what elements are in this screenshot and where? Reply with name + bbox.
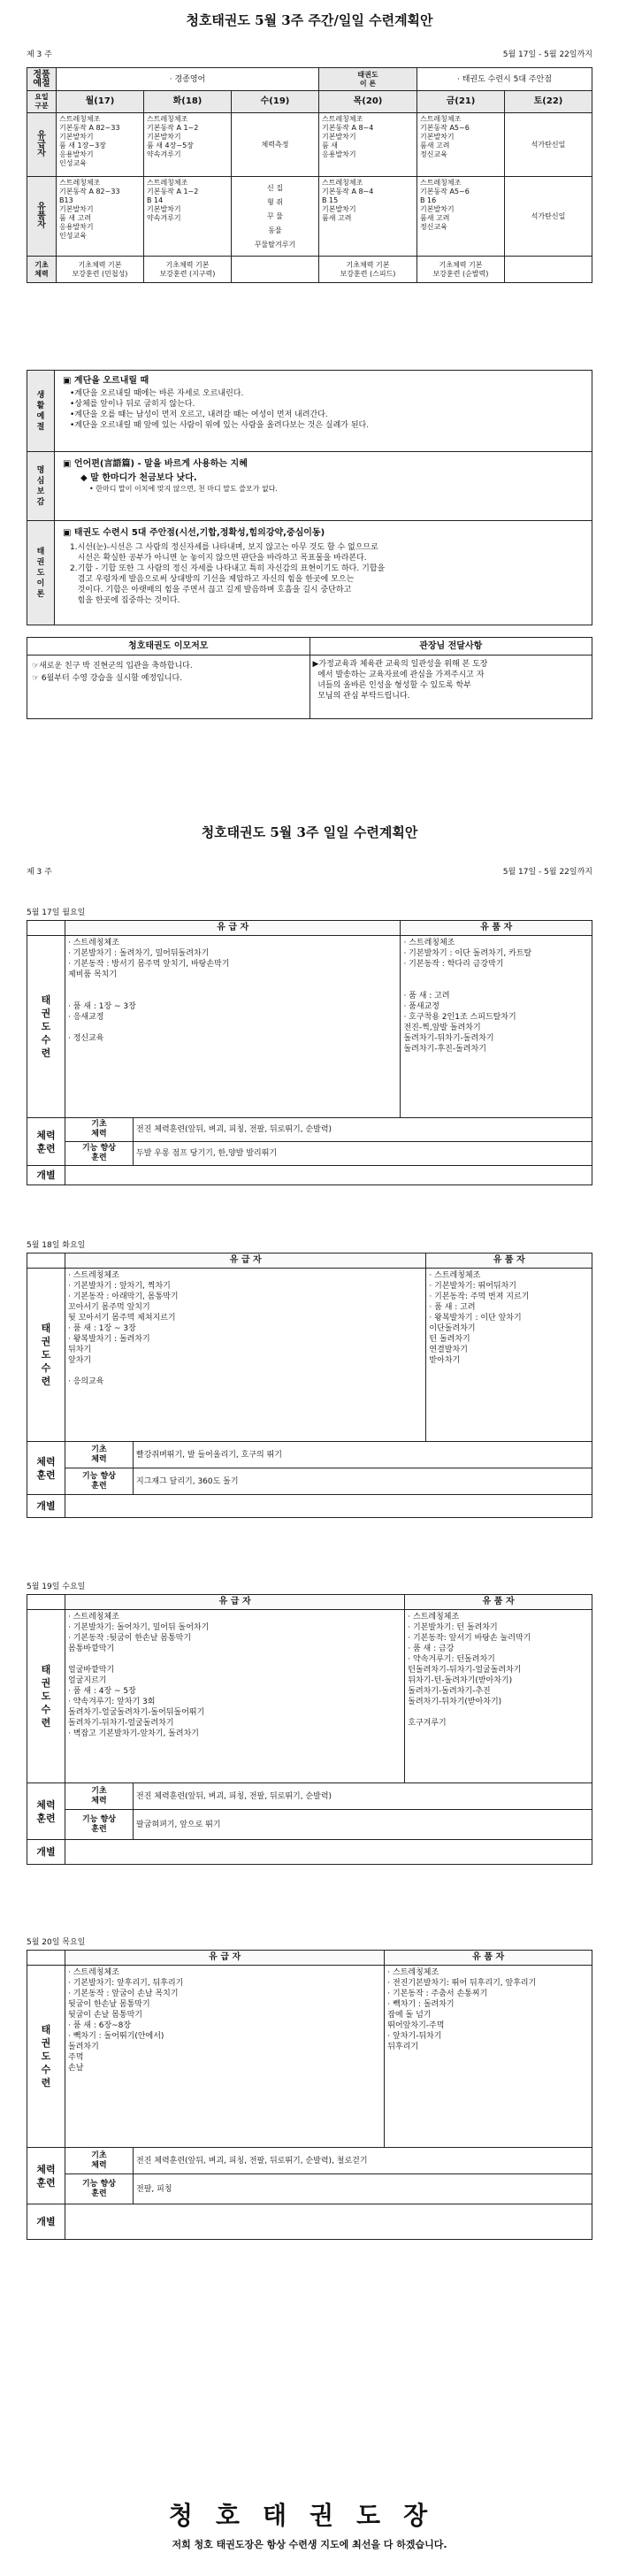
week-label-2: 제 3 주 <box>27 868 52 877</box>
proverbs-line: ◆ 말 한마디가 천금보다 낫다. <box>80 473 197 483</box>
basic-fitness-value: 전진 체력훈련(앞뒤, 벼괴, 피칭, 전팔, 뒤로뛰기, 순발력) <box>134 1783 592 1810</box>
cell-grade-thu: 스트레칭체조 기본동작 A 8~4 기본발차기 품 새 응용발차기 <box>319 113 417 177</box>
etiquette-line: •계단을 오를 때는 남성이 먼저 오르고, 내려갈 때는 여성이 먼저 내려간다. <box>70 410 328 419</box>
cell-dan-thu: 스트레칭체조 기본동작 A 8~4 B 15 기본발차기 품새 고려 <box>319 177 417 257</box>
cell-fit-sat <box>505 257 592 283</box>
skill-training-label: 기능 향상 훈련 <box>65 2174 134 2204</box>
weekly-plan-table <box>27 67 592 283</box>
cell-dan-sat: 석가탄신일 <box>505 177 592 257</box>
notice-right-line: 녀들의 올바른 인성을 형성할 수 있도록 학부 <box>312 681 471 690</box>
academy-name: 청호태권도장 <box>168 2501 451 2530</box>
week-label: 제 3 주 <box>27 50 52 59</box>
day-sat: 토(22) <box>505 91 592 113</box>
skill-training-value: 지그재그 달리기, 360도 돌기 <box>134 1468 592 1495</box>
etiquette-line: •계단을 오르내릴 때에는 바른 자세로 오르내린다. <box>70 389 244 398</box>
day-fri: 금(21) <box>417 91 505 113</box>
dan-plan: · 스트레칭체조 · 기본발차기: 뛰어뒤차기 · 기본동작: 주먹 번져 지르기 · 품 새 : 고려 · 왕복발차기 : 이단 앞차기 이단돌려차기 턴 돌려차기 연결발차기 받아차기 <box>426 1269 592 1442</box>
notice-right-line: 에서 발송하는 교육자료에 관심을 가져주시고 자 <box>312 671 485 679</box>
dan-plan: · 스트레칭체조 · 전진기본발차기: 뛰어 뒤후리기, 앞후리기 · 기본동작 : 주춤서 손통찌기 · 빽차기 : 돌려차기 잡에 돌 넘기 뛰어앞차기-주먹 · 앞차기-뒤차기 뒤후리기 <box>385 1966 592 2148</box>
individual-label: 개별 <box>27 1495 65 1518</box>
fitness-label: 체력 훈련 <box>27 2148 65 2204</box>
grade-plan: · 스트레칭체조 · 기본발차기 : 앞차기, 찍차기 · 기본동작 : 아래막기, 몸통막기 꼬아서기 몸주먹 앞치기 뒷 꼬아서기 몸주먹 제쳐지르기 · 품 새 : 1장 ~ 3장 · 왕복발차기 : 돌려차기 뒤차기 앞차기 · 응의교육 <box>65 1269 426 1442</box>
cell-grade-mon: 스트레칭체조 기본동작 A 82~33 기본발차기 품 새 1장~3장 응용발차기 인성교육 <box>57 113 144 177</box>
weekly-plan-title: 청호태권도 5월 3주 주간/일일 수련계획안 <box>186 12 433 28</box>
skill-training-label: 기능 향상 훈련 <box>65 1468 134 1495</box>
day-plan-table <box>27 1594 592 1865</box>
cell-fit-tue: 기초체력 기본 보강훈련 (지구력) <box>144 257 232 283</box>
col-header-grade: 유 급 자 <box>65 921 401 936</box>
cell-dan-wed: 신 집 형 쥐 꾸 물 동물 꾸물탈겨루기 <box>232 177 319 257</box>
date-range: 5월 17일 - 5월 22일까지 <box>502 50 592 59</box>
day-date: 5월 20일 목요일 <box>27 1938 86 1947</box>
manner-label: 정품 예절 <box>27 68 57 91</box>
cell-dan-fri: 스트레칭체조 기본동작 A5~6 B 16 기본발차기 품새 고려 정신교육 <box>417 177 505 257</box>
grade-plan: · 스트레칭체조 · 기본발차기 : 돌려차기, 밀어뒤돌려차기 · 기본동작 : 방서기 몸주먹 앞치기, 바탕손막기 제비품 목치기 · 품 새 : 1장 ~ 3장 · 응새교정 · 정신교육 <box>65 936 401 1118</box>
grade-plan: · 스트레칭체조 · 기본발차기: 돌어차기, 밀어뒤 돌어차기 · 기본동작 :뒷굽이 한손날 몸통막기 몸통바깥막기 얼굴바깥막기 얼굴지르기 · 품 새 : 4장 ~ 5장 · 약속겨루기: 앞차기 3회 돌려차기-얼굴돌려차기-돌어뒤돌어뛰기 돌려차기-뒤차기-얼굴돌려차기 · 벽잡고 기본발차기-앞차기, 돌려차기 <box>65 1610 405 1783</box>
etiquette-line: •상체를 앞이나 뒤로 굽히지 않는다. <box>70 400 195 409</box>
col-header-dan: 유 품 자 <box>405 1595 592 1610</box>
section-label-theory: 태 권 도 이 론 <box>27 521 55 625</box>
cell-grade-fri: 스트레칭체조 기본동작 A5~6 기본발차기 품새 고려 정신교육 <box>417 113 505 177</box>
notice-left-line: ☞새로운 친구 박 진현군의 입관을 축하합니다. <box>32 662 193 671</box>
notice-right-line: ▶가정교육과 체육관 교육의 일관성을 위해 본 도장 <box>312 660 488 669</box>
notice-table <box>27 637 592 719</box>
cell-grade-tue: 스트레칭체조 기본동작 A 1~2 기본발차기 품 새 4장~5장 약속겨루기 <box>144 113 232 177</box>
skill-training-label: 기능 향상 훈련 <box>65 1810 134 1840</box>
individual-label: 개별 <box>27 2204 65 2240</box>
col-header-dan: 유 품 자 <box>385 1951 592 1966</box>
basic-fitness-label: 기초 체력 <box>65 1118 134 1142</box>
day-tue: 화(18) <box>144 91 232 113</box>
day-date: 5월 18일 화요일 <box>27 1241 86 1250</box>
main-training-label: 태 권 도 수 련 <box>27 1269 65 1442</box>
day-date: 5월 19일 수요일 <box>27 1583 86 1591</box>
row-label-dan: 유 품 자 <box>27 177 57 257</box>
col-header-grade: 유 급 자 <box>65 1254 426 1269</box>
etiquette-line: •계단을 오르내릴 때 앞에 있는 사람이 위에 있는 사람을 올려다보는 것은 실례가 된다. <box>70 421 370 430</box>
proverbs-line: • 한마디 말이 이치에 맞지 않으면, 천 마디 말도 쓸모가 없다. <box>89 485 278 493</box>
day-date: 5월 17일 월요일 <box>27 908 86 917</box>
dan-plan: · 스트레칭체조 · 기본발차기: 턴 돌려차기 · 기본동작: 앞서기 바탕손 눌러막기 · 품 새 : 금강 · 약속겨루기: 턴돌려차기 턴돌려차기-뒤차기-얼굴돌려차기 뒤차기-턴-돌려차기(받아차기) 돌려차기-돌려차기-추진 돌려차기-뒤차기(받아차기) 호구겨루기 <box>405 1610 592 1783</box>
daily-plan-title: 청호태권도 5월 3주 일일 수련계획안 <box>201 824 418 840</box>
section-label-etiquette: 생 활 예 절 <box>27 371 55 452</box>
section-label-proverbs: 명 심 보 감 <box>27 452 55 521</box>
cell-fit-thu: 기초체력 기본 보강훈련 (스피드) <box>319 257 417 283</box>
col-header-dan: 유 품 자 <box>426 1254 592 1269</box>
cell-fit-wed <box>232 257 319 283</box>
notice-left-line: ☞ 6월부터 수영 강습을 실시할 예정입니다. <box>32 674 183 683</box>
etiquette-heading: ▣ 계단을 오르내릴 때 <box>63 376 149 386</box>
col-header-grade: 유 급 자 <box>65 1595 405 1610</box>
date-range-2: 5월 17일 - 5월 22일까지 <box>502 868 592 877</box>
notice-right-line: 모님의 관심 부탁드립니다. <box>312 692 410 701</box>
notice-left-title: 청호태권도 이모저모 <box>27 638 310 656</box>
main-training-label: 태 권 도 수 련 <box>27 936 65 1118</box>
education-sections <box>27 370 592 625</box>
individual-label: 개별 <box>27 1840 65 1865</box>
cell-dan-tue: 스트레칭체조 기본동작 A 1~2 B 14 기본발차기 약속겨루기 <box>144 177 232 257</box>
cell-grade-wed: 체력측정 <box>232 113 319 177</box>
fitness-label: 체력 훈련 <box>27 1783 65 1840</box>
day-thu: 목(20) <box>319 91 417 113</box>
theory-heading: ▣ 태권도 수련시 5대 주안점(시선,기합,정확성,힘의강약,중심이동) <box>63 528 325 538</box>
fitness-label: 체력 훈련 <box>27 1442 65 1495</box>
day-plan-table <box>27 1253 592 1518</box>
basic-fitness-label: 기초 체력 <box>65 1442 134 1468</box>
individual-label: 개별 <box>27 1166 65 1185</box>
skill-training-value: 두발 우롱 점프 당기기, 한,양발 발리뛰기 <box>134 1142 592 1166</box>
academy-slogan: 저희 청호 태권도장은 항상 수련생 지도에 최선을 다 하겠습니다. <box>172 2539 447 2550</box>
main-training-label: 태 권 도 수 련 <box>27 1610 65 1783</box>
day-plan-table <box>27 1950 592 2240</box>
row-label-grade: 유 급 자 <box>27 113 57 177</box>
fitness-label: 체력 훈련 <box>27 1118 65 1166</box>
row-label-fitness: 기초 체력 <box>27 257 57 283</box>
manner-value: · 경종영어 <box>57 68 319 91</box>
cell-grade-sat: 석가탄신일 <box>505 113 592 177</box>
day-plan-table <box>27 920 592 1185</box>
basic-fitness-value: 전진 체력훈련(앞뒤, 벼괴, 피칭, 전팔, 뒤로뛰기, 순발력) <box>134 1118 592 1142</box>
corner-label: 요일 구분 <box>27 91 57 113</box>
theory-line: 것이다. 기합은 아랫배의 힘을 주면서 끊고 길게 발음하며 호흡을 길시 중단하고 <box>70 586 352 594</box>
col-header-grade: 유 급 자 <box>65 1951 385 1966</box>
cell-fit-mon: 기초체력 기본 보강훈련 (민첩성) <box>57 257 144 283</box>
day-mon: 월(17) <box>57 91 144 113</box>
theory-value: · 태권도 수련시 5대 주안점 <box>417 68 592 91</box>
cell-fit-fri: 기초체력 기본 보강훈련 (순발력) <box>417 257 505 283</box>
main-training-label: 태 권 도 수 련 <box>27 1966 65 2148</box>
grade-plan: · 스트레칭체조 · 기본발차기: 앞후리기, 뒤후리기 · 기본동작 : 앞굽이 손날 목치기 뒷굽이 한손날 몸통막기 뒷굽이 손날 몸통막기 · 품 새 : 6장~8장 · 빽차기 : 돌어뛰기(안에서) 돌려차기 주먹 손날 <box>65 1966 385 2148</box>
cell-dan-mon: 스트레칭체조 기본동작 A 82~33 B13 기본발차기 품 새 고려 응용발차기 인성교육 <box>57 177 144 257</box>
theory-line: 1.시선(눈)-시선은 그 사람의 정신자세를 나타내며, 보지 않고는 아무 것도 할 수 없으므로 <box>70 543 378 552</box>
theory-line: 시선은 확실한 공부가 아니면 눈 놓이지 않으면 판단을 바라하고 목표물을 바라본다. <box>70 554 367 563</box>
skill-training-label: 기능 향상 훈련 <box>65 1142 134 1166</box>
notice-right-title: 관장님 전달사항 <box>310 638 592 656</box>
basic-fitness-value: 전진 체력훈련(앞뒤, 벼괴, 피칭, 전팔, 뒤로뛰기, 순발력), 철로걷기 <box>134 2148 592 2174</box>
basic-fitness-value: 빨강쥐며뛰기, 발 들어올리기, 호구의 뛰기 <box>134 1442 592 1468</box>
dan-plan: · 스트레칭체조 · 기본발차기 : 이단 돌려차기, 카트탈 · 기본동작 : 학다리 금강막기 · 품 새 : 고려 · 품새교정 · 호구착용 2인1조 스피드탈차기 전진-찍,앞발 돌려차기 돌려차기-뒤차기-돌려차기 돌려차기-후진-돌려차기 <box>401 936 592 1118</box>
day-wed: 수(19) <box>232 91 319 113</box>
skill-training-value: 팔굽혀펴기, 앞으로 뛰기 <box>134 1810 592 1840</box>
basic-fitness-label: 기초 체력 <box>65 2148 134 2174</box>
skill-training-value: 전팔, 피칭 <box>134 2174 592 2204</box>
theory-line: 2.기합 - 기합 또한 그 사람의 정신 자세를 나타내고 특히 자신감의 표현이기도 하다. 기합을 <box>70 564 386 573</box>
basic-fitness-label: 기초 체력 <box>65 1783 134 1810</box>
proverbs-heading: ▣ 언어편(言語篇) - 말을 바르게 사용하는 지혜 <box>63 459 248 469</box>
theory-label: 태권도 이 론 <box>319 68 417 91</box>
theory-line: 겸고 우렁차게 발음으로써 상대방의 기선을 제압하고 자신의 힘을 한곳에 모으는 <box>70 575 355 584</box>
col-header-dan: 유 품 자 <box>401 921 592 936</box>
theory-line: 힘을 한곳에 집중하는 것이다. <box>70 596 180 605</box>
